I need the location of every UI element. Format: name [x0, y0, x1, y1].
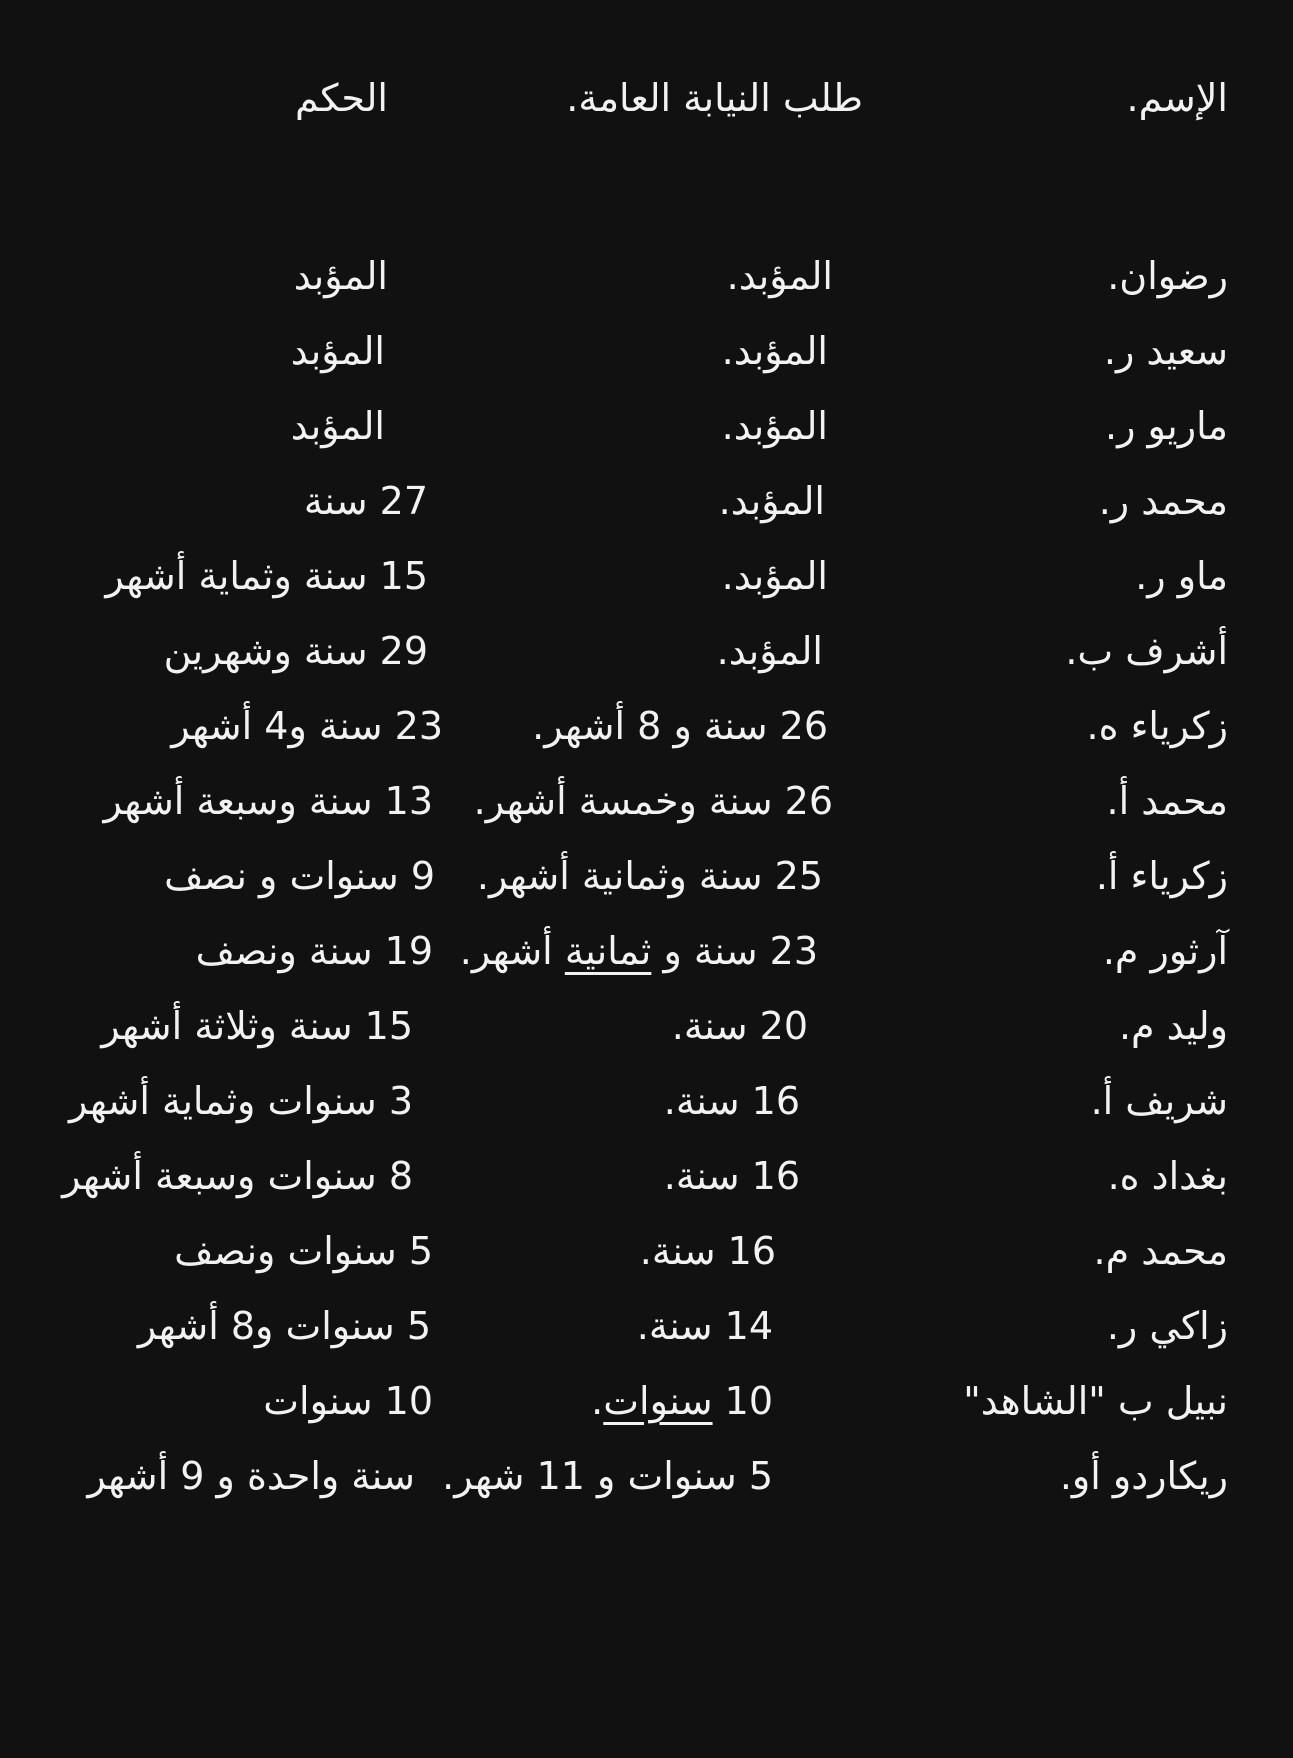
row-16-request-underlined: سنوات — [603, 1379, 713, 1423]
row-10-name: آرثور م. — [1102, 929, 1228, 973]
row-9-name: زكرياء أ. — [1095, 854, 1228, 898]
row-3-request: المؤبد. — [721, 404, 828, 448]
row-7-name: زكرياء ه. — [1086, 704, 1228, 748]
row-16-verdict: 10 سنوات — [263, 1379, 433, 1423]
row-4-request: المؤبد. — [718, 479, 825, 523]
row-14-verdict: 5 سنوات ونصف — [174, 1229, 433, 1273]
row-15-verdict: 5 سنوات و8 أشهر — [137, 1304, 431, 1348]
row-16-request-part-3: . — [591, 1379, 604, 1423]
row-16-request — [591, 1375, 773, 1427]
row-14-name: محمد م. — [1093, 1229, 1228, 1273]
row-10-request — [460, 925, 818, 977]
row-14-request: 16 سنة. — [639, 1229, 776, 1273]
row-11-name: وليد م. — [1118, 1004, 1228, 1048]
row-2-name: سعيد ر. — [1103, 329, 1228, 373]
row-16-name: نبيل ب "الشاهد" — [963, 1379, 1228, 1423]
row-11-verdict: 15 سنة وثلاثة أشهر — [101, 1004, 413, 1048]
row-12-request: 16 سنة. — [663, 1079, 800, 1123]
header-verdict: الحكم — [295, 76, 388, 120]
header-request: طلب النيابة العامة. — [566, 76, 863, 120]
row-15-name: زاكي ر. — [1106, 1304, 1228, 1348]
row-6-request: المؤبد. — [716, 629, 823, 673]
row-1-request: المؤبد. — [726, 254, 833, 298]
row-17-request: 5 سنوات و 11 شهر. — [442, 1454, 773, 1498]
row-9-request: 25 سنة وثمانية أشهر. — [476, 854, 823, 898]
row-10-request-part-1: 23 سنة و — [651, 929, 818, 973]
row-2-verdict: المؤبد — [290, 329, 385, 373]
row-8-request: 26 سنة وخمسة أشهر. — [473, 779, 833, 823]
row-4-name: محمد ر. — [1098, 479, 1228, 523]
row-7-verdict: 23 سنة و4 أشهر — [171, 704, 443, 748]
row-15-request: 14 سنة. — [636, 1304, 773, 1348]
row-10-verdict: 19 سنة ونصف — [195, 929, 433, 973]
row-17-name: ريكاردو أو. — [1059, 1454, 1228, 1498]
header-name: الإسم. — [1126, 76, 1228, 120]
row-8-name: محمد أ. — [1106, 779, 1228, 823]
row-1-name: رضوان. — [1107, 254, 1228, 298]
row-2-request: المؤبد. — [721, 329, 828, 373]
row-13-request: 16 سنة. — [663, 1154, 800, 1198]
row-1-verdict: المؤبد — [293, 254, 388, 298]
row-4-verdict: 27 سنة — [303, 479, 428, 523]
row-5-name: ماو ر. — [1135, 554, 1228, 598]
row-10-request-part-3: أشهر. — [459, 929, 565, 973]
row-8-verdict: 13 سنة وسبعة أشهر — [103, 779, 433, 823]
row-13-verdict: 8 سنوات وسبعة أشهر — [62, 1154, 413, 1198]
row-13-name: بغداد ه. — [1107, 1154, 1228, 1198]
row-16-request-part-1: 10 — [712, 1379, 773, 1423]
row-12-name: شريف أ. — [1090, 1079, 1228, 1123]
row-3-verdict: المؤبد — [290, 404, 385, 448]
row-17-verdict: سنة واحدة و 9 أشهر — [87, 1454, 415, 1498]
row-5-verdict: 15 سنة وثماية أشهر — [105, 554, 428, 598]
row-6-name: أشرف ب. — [1065, 629, 1228, 673]
row-6-verdict: 29 سنة وشهرين — [163, 629, 428, 673]
row-3-name: ماريو ر. — [1105, 404, 1228, 448]
row-5-request: المؤبد. — [721, 554, 828, 598]
row-9-verdict: 9 سنوات و نصف — [164, 854, 435, 898]
row-10-request-underlined: ثمانية — [564, 929, 652, 973]
row-11-request: 20 سنة. — [671, 1004, 808, 1048]
row-7-request: 26 سنة و 8 أشهر. — [532, 704, 828, 748]
row-12-verdict: 3 سنوات وثماية أشهر — [69, 1079, 413, 1123]
